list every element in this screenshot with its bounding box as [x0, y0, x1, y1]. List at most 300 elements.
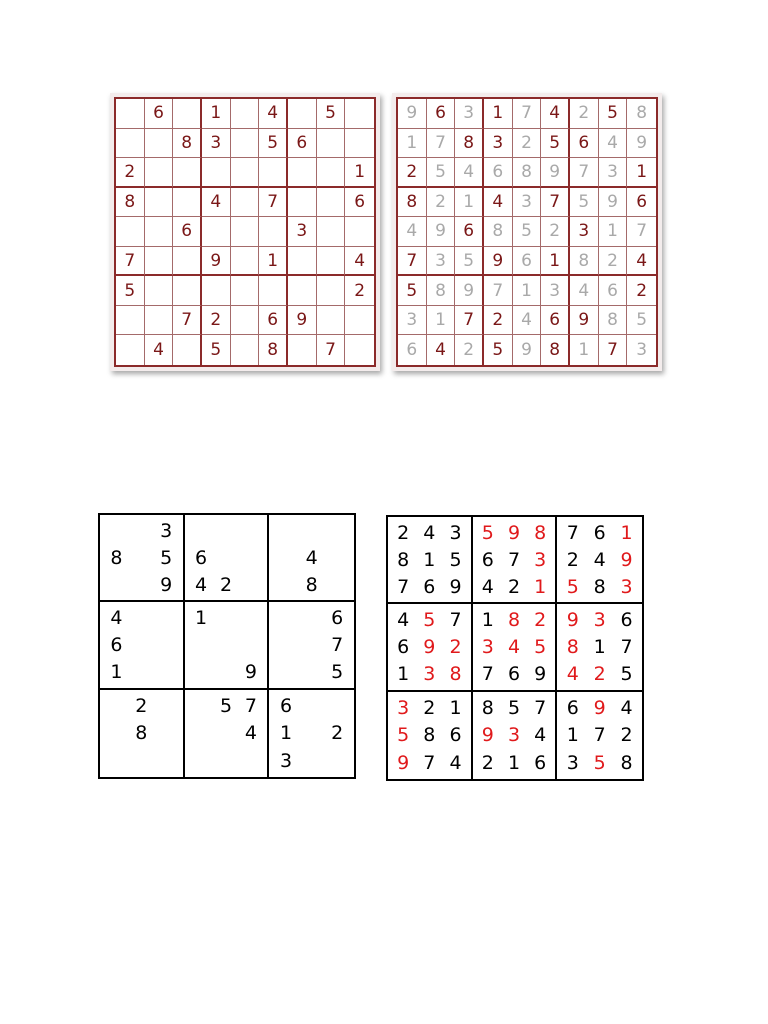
sudoku-cell	[299, 604, 325, 631]
sudoku-cell: 5	[317, 99, 346, 129]
sudoku-box	[269, 602, 354, 689]
sudoku-cell: 1	[427, 306, 456, 336]
sudoku-cell: 9	[534, 663, 547, 686]
sudoku-cell: 1	[566, 724, 579, 747]
sudoku-cell: 4	[398, 217, 427, 247]
sudoku-box	[557, 604, 642, 691]
sudoku-cell: 5	[160, 546, 173, 569]
sudoku-cell	[154, 659, 179, 686]
sudoku-cell	[231, 335, 260, 365]
sudoku-cell	[129, 659, 154, 686]
sudoku-cell: 1	[195, 606, 208, 629]
sudoku-box	[269, 690, 354, 777]
sudoku-cell	[238, 571, 263, 598]
sudoku-cell: 4	[202, 188, 231, 218]
sudoku-cell: 2	[455, 335, 484, 365]
sudoku-cell: 1	[423, 548, 436, 571]
sudoku-cell: 2	[513, 129, 542, 159]
sudoku-cell: 3	[513, 188, 542, 218]
sudoku-cell	[173, 99, 202, 129]
sudoku-cell	[145, 306, 174, 336]
sudoku-cell	[324, 747, 350, 775]
sudoku-cell	[129, 517, 154, 544]
bottom-left-sudoku-puzzle	[98, 513, 356, 779]
sudoku-cell: 4	[110, 606, 123, 629]
sudoku-cell: 2	[116, 158, 145, 188]
sudoku-cell: 7	[259, 188, 288, 218]
sudoku-cell: 7	[427, 129, 456, 159]
sudoku-cell: 9	[627, 129, 656, 159]
sudoku-cell: 1	[398, 129, 427, 159]
sudoku-cell	[202, 276, 231, 306]
sudoku-cell: 4	[427, 335, 456, 365]
sudoku-cell	[104, 747, 129, 775]
top-left-sudoku-puzzle	[114, 97, 376, 367]
sudoku-cell: 9	[507, 521, 521, 544]
sudoku-cell: 6	[173, 217, 202, 247]
sudoku-box	[269, 515, 354, 602]
sudoku-cell	[214, 659, 239, 686]
sudoku-cell: 8	[305, 573, 318, 596]
sudoku-cell: 2	[135, 694, 148, 717]
sudoku-cell: 7	[116, 247, 145, 277]
sudoku-cell: 8	[566, 635, 579, 658]
sudoku-cell: 5	[481, 521, 494, 544]
sudoku-cell	[104, 692, 129, 720]
sudoku-cell: 8	[620, 752, 633, 775]
sudoku-box	[388, 692, 473, 779]
sudoku-cell: 6	[423, 575, 436, 598]
sudoku-cell	[154, 747, 179, 775]
sudoku-cell: 8	[455, 129, 484, 159]
sudoku-cell: 4	[507, 635, 521, 658]
sudoku-cell: 2	[541, 217, 570, 247]
sudoku-cell: 3	[280, 750, 293, 773]
sudoku-cell: 4	[599, 129, 628, 159]
sudoku-cell: 1	[627, 158, 656, 188]
sudoku-cell: 1	[345, 158, 374, 188]
sudoku-cell	[189, 692, 214, 720]
sudoku-cell: 3	[423, 663, 436, 686]
sudoku-cell: 8	[507, 608, 521, 631]
sudoku-cell: 6	[110, 633, 123, 656]
sudoku-cell: 7	[317, 335, 346, 365]
sudoku-cell: 1	[449, 696, 462, 719]
sudoku-cell: 4	[566, 663, 579, 686]
sudoku-cell: 1	[397, 663, 410, 686]
sudoku-cell: 2	[202, 306, 231, 336]
sudoku-cell: 3	[449, 521, 462, 544]
sudoku-box	[100, 515, 185, 602]
sudoku-cell: 7	[423, 752, 436, 775]
sudoku-cell	[273, 631, 299, 658]
sudoku-cell: 2	[331, 722, 344, 745]
sudoku-cell: 9	[620, 548, 633, 571]
sudoku-cell: 4	[534, 724, 547, 747]
sudoku-cell	[238, 517, 263, 544]
sudoku-cell: 2	[570, 99, 599, 129]
sudoku-cell: 7	[455, 306, 484, 336]
sudoku-cell	[231, 217, 260, 247]
sudoku-cell	[129, 631, 154, 658]
sudoku-cell: 5	[570, 188, 599, 218]
sudoku-cell: 7	[599, 335, 628, 365]
sudoku-cell: 1	[620, 521, 633, 544]
sudoku-cell	[238, 604, 263, 631]
sudoku-cell	[317, 217, 346, 247]
sudoku-cell: 5	[620, 663, 633, 686]
sudoku-cell: 5	[507, 696, 521, 719]
sudoku-cell	[317, 306, 346, 336]
sudoku-cell: 3	[427, 247, 456, 277]
sudoku-box	[185, 690, 270, 777]
sudoku-cell	[238, 631, 263, 658]
sudoku-cell	[345, 99, 374, 129]
sudoku-box	[388, 517, 473, 604]
sudoku-cell	[202, 158, 231, 188]
sudoku-cell	[288, 276, 317, 306]
sudoku-cell	[324, 517, 350, 544]
sudoku-cell: 9	[484, 247, 513, 277]
sudoku-cell: 6	[570, 129, 599, 159]
sudoku-cell: 3	[507, 724, 521, 747]
sudoku-cell: 4	[423, 521, 436, 544]
sudoku-cell: 9	[513, 335, 542, 365]
sudoku-cell	[273, 659, 299, 686]
sudoku-cell: 9	[427, 217, 456, 247]
sudoku-cell	[345, 335, 374, 365]
sudoku-cell	[299, 747, 325, 775]
sudoku-cell	[173, 247, 202, 277]
sudoku-cell	[145, 276, 174, 306]
sudoku-cell: 9	[288, 306, 317, 336]
sudoku-cell: 7	[566, 521, 579, 544]
sudoku-box	[473, 692, 558, 779]
sudoku-cell: 7	[620, 635, 633, 658]
sudoku-cell	[317, 129, 346, 159]
sudoku-cell: 3	[398, 306, 427, 336]
sudoku-cell	[273, 517, 299, 544]
sudoku-cell: 4	[397, 608, 410, 631]
top-left-sudoku-frame	[110, 93, 380, 371]
sudoku-cell: 3	[481, 635, 494, 658]
sudoku-cell: 1	[259, 247, 288, 277]
sudoku-cell	[345, 129, 374, 159]
sudoku-cell: 6	[427, 99, 456, 129]
sudoku-cell: 2	[398, 158, 427, 188]
sudoku-cell: 5	[513, 217, 542, 247]
sudoku-cell: 9	[599, 188, 628, 218]
sudoku-cell: 7	[541, 188, 570, 218]
sudoku-cell: 8	[110, 546, 123, 569]
sudoku-cell	[324, 544, 350, 571]
sudoku-cell: 4	[481, 575, 494, 598]
sudoku-cell	[154, 631, 179, 658]
sudoku-cell	[299, 659, 325, 686]
sudoku-cell: 6	[145, 99, 174, 129]
sudoku-cell	[231, 129, 260, 159]
sudoku-cell: 6	[398, 335, 427, 365]
sudoku-cell	[231, 247, 260, 277]
sudoku-cell	[145, 188, 174, 218]
sudoku-cell	[104, 517, 129, 544]
sudoku-cell: 2	[566, 548, 579, 571]
sudoku-cell	[317, 158, 346, 188]
sudoku-cell	[288, 158, 317, 188]
sudoku-cell	[104, 719, 129, 747]
sudoku-cell	[145, 158, 174, 188]
sudoku-cell: 7	[244, 694, 257, 717]
sudoku-cell: 4	[513, 306, 542, 336]
sudoku-cell: 2	[534, 608, 547, 631]
sudoku-cell: 8	[449, 663, 462, 686]
sudoku-cell: 1	[534, 575, 547, 598]
sudoku-cell	[202, 217, 231, 247]
sudoku-cell	[129, 604, 154, 631]
sudoku-box	[557, 517, 642, 604]
sudoku-cell: 9	[481, 724, 494, 747]
sudoku-cell: 8	[484, 217, 513, 247]
sudoku-cell: 5	[541, 129, 570, 159]
sudoku-cell: 8	[513, 158, 542, 188]
sudoku-cell: 3	[541, 276, 570, 306]
sudoku-cell	[214, 544, 239, 571]
sudoku-cell: 6	[599, 276, 628, 306]
sudoku-cell	[288, 188, 317, 218]
sudoku-cell: 5	[259, 129, 288, 159]
sudoku-cell	[345, 306, 374, 336]
sudoku-box	[100, 690, 185, 777]
sudoku-cell: 4	[570, 276, 599, 306]
sudoku-box	[388, 604, 473, 691]
sudoku-cell: 6	[331, 606, 344, 629]
sudoku-cell: 1	[110, 661, 123, 684]
sudoku-cell: 2	[345, 276, 374, 306]
sudoku-cell: 6	[484, 158, 513, 188]
sudoku-cell	[116, 217, 145, 247]
sudoku-cell	[154, 692, 179, 720]
sudoku-cell: 1	[599, 217, 628, 247]
sudoku-cell: 7	[173, 306, 202, 336]
sudoku-box	[473, 604, 558, 691]
sudoku-cell: 3	[620, 575, 633, 598]
sudoku-cell	[273, 544, 299, 571]
sudoku-cell: 5	[202, 335, 231, 365]
sudoku-cell	[288, 335, 317, 365]
sudoku-cell: 7	[507, 548, 521, 571]
sudoku-box	[557, 692, 642, 779]
sudoku-cell: 1	[541, 247, 570, 277]
sudoku-cell: 4	[145, 335, 174, 365]
sudoku-cell: 2	[481, 752, 494, 775]
sudoku-cell: 5	[449, 548, 462, 571]
sudoku-cell: 9	[593, 696, 606, 719]
sudoku-box	[185, 515, 270, 602]
sudoku-cell	[345, 217, 374, 247]
sudoku-cell	[116, 306, 145, 336]
sudoku-cell: 2	[627, 276, 656, 306]
sudoku-cell: 6	[507, 663, 521, 686]
sudoku-cell	[189, 517, 214, 544]
sudoku-cell	[317, 276, 346, 306]
sudoku-cell: 4	[305, 546, 318, 569]
sudoku-cell: 9	[398, 99, 427, 129]
sudoku-cell: 2	[397, 521, 410, 544]
sudoku-cell	[231, 306, 260, 336]
sudoku-cell: 7	[534, 696, 547, 719]
sudoku-cell: 2	[507, 575, 521, 598]
sudoku-cell	[145, 247, 174, 277]
sudoku-cell: 6	[627, 188, 656, 218]
sudoku-cell: 6	[288, 129, 317, 159]
sudoku-cell: 4	[244, 722, 257, 745]
sudoku-cell: 7	[513, 99, 542, 129]
sudoku-cell	[231, 99, 260, 129]
sudoku-cell	[259, 217, 288, 247]
sudoku-cell: 2	[219, 573, 233, 596]
sudoku-cell: 5	[116, 276, 145, 306]
sudoku-cell: 5	[398, 276, 427, 306]
sudoku-cell: 1	[513, 276, 542, 306]
sudoku-cell	[317, 247, 346, 277]
sudoku-cell: 8	[135, 722, 148, 745]
sudoku-cell: 5	[455, 247, 484, 277]
sudoku-cell: 5	[484, 335, 513, 365]
sudoku-cell: 4	[593, 548, 606, 571]
sudoku-cell: 7	[593, 724, 606, 747]
sudoku-cell	[129, 571, 154, 598]
sudoku-cell: 6	[259, 306, 288, 336]
sudoku-cell: 5	[566, 575, 579, 598]
sudoku-cell	[238, 747, 263, 775]
sudoku-cell: 5	[219, 694, 233, 717]
sudoku-cell: 3	[570, 217, 599, 247]
sudoku-cell	[299, 517, 325, 544]
sudoku-cell	[145, 217, 174, 247]
sudoku-cell: 6	[481, 548, 494, 571]
sudoku-cell: 5	[534, 635, 547, 658]
sudoku-cell: 5	[627, 306, 656, 336]
sudoku-cell	[259, 276, 288, 306]
sudoku-cell: 5	[397, 724, 410, 747]
sudoku-cell: 6	[513, 247, 542, 277]
sudoku-cell: 3	[566, 752, 579, 775]
sudoku-cell: 6	[593, 521, 606, 544]
sudoku-cell: 1	[280, 722, 293, 745]
sudoku-cell: 6	[397, 635, 410, 658]
sudoku-cell: 6	[195, 546, 208, 569]
sudoku-box	[473, 517, 558, 604]
sudoku-cell: 8	[481, 696, 494, 719]
sudoku-cell: 6	[345, 188, 374, 218]
sudoku-cell	[129, 747, 154, 775]
sudoku-cell: 6	[534, 752, 547, 775]
sudoku-cell: 3	[484, 129, 513, 159]
sudoku-cell: 2	[593, 663, 606, 686]
sudoku-cell: 7	[481, 663, 494, 686]
sudoku-cell: 8	[534, 521, 547, 544]
sudoku-cell	[173, 276, 202, 306]
sudoku-cell: 9	[541, 158, 570, 188]
sudoku-cell: 7	[398, 247, 427, 277]
sudoku-cell	[273, 571, 299, 598]
sudoku-cell: 6	[541, 306, 570, 336]
sudoku-cell	[189, 747, 214, 775]
sudoku-cell	[214, 747, 239, 775]
sudoku-cell: 2	[484, 306, 513, 336]
sudoku-cell	[324, 692, 350, 720]
sudoku-cell: 1	[507, 752, 521, 775]
sudoku-cell	[324, 571, 350, 598]
top-right-sudoku-solution	[396, 97, 658, 367]
sudoku-cell: 3	[534, 548, 547, 571]
sudoku-cell	[189, 631, 214, 658]
sudoku-cell	[189, 659, 214, 686]
sudoku-cell: 7	[449, 608, 462, 631]
sudoku-cell: 7	[627, 217, 656, 247]
sudoku-cell	[259, 158, 288, 188]
sudoku-cell: 7	[397, 575, 410, 598]
sudoku-cell	[231, 158, 260, 188]
sudoku-cell: 4	[455, 158, 484, 188]
sudoku-cell: 5	[593, 752, 606, 775]
sudoku-cell: 1	[455, 188, 484, 218]
sudoku-cell: 8	[599, 306, 628, 336]
sudoku-box	[185, 602, 270, 689]
sudoku-cell: 2	[449, 635, 462, 658]
sudoku-cell: 5	[331, 661, 344, 684]
sudoku-cell	[299, 631, 325, 658]
sudoku-cell: 8	[173, 129, 202, 159]
sudoku-cell: 7	[484, 276, 513, 306]
sudoku-cell: 9	[397, 752, 410, 775]
sudoku-cell: 6	[449, 724, 462, 747]
sudoku-cell: 1	[593, 635, 606, 658]
sudoku-cell: 9	[202, 247, 231, 277]
sudoku-cell: 4	[345, 247, 374, 277]
sudoku-cell: 8	[541, 335, 570, 365]
sudoku-cell: 1	[570, 335, 599, 365]
sudoku-cell: 8	[570, 247, 599, 277]
sudoku-cell	[231, 276, 260, 306]
sudoku-cell: 4	[259, 99, 288, 129]
sudoku-cell	[173, 188, 202, 218]
sudoku-cell	[173, 335, 202, 365]
sudoku-cell: 3	[636, 340, 648, 361]
sudoku-cell: 4	[484, 188, 513, 218]
sudoku-cell	[154, 719, 179, 747]
sudoku-cell: 8	[398, 188, 427, 218]
sudoku-cell: 5	[427, 158, 456, 188]
sudoku-cell: 3	[397, 696, 410, 719]
sudoku-cell	[214, 631, 239, 658]
sudoku-cell: 6	[566, 696, 579, 719]
sudoku-cell: 8	[593, 575, 606, 598]
sudoku-cell	[273, 604, 299, 631]
sudoku-cell	[214, 719, 239, 747]
sudoku-cell: 8	[427, 276, 456, 306]
sudoku-cell: 1	[202, 99, 231, 129]
sudoku-cell	[173, 158, 202, 188]
sudoku-cell: 4	[449, 752, 462, 775]
sudoku-cell: 8	[423, 724, 436, 747]
sudoku-cell: 4	[541, 99, 570, 129]
sudoku-cell: 6	[455, 217, 484, 247]
sudoku-cell	[116, 99, 145, 129]
top-right-sudoku-frame	[392, 93, 662, 371]
sudoku-cell: 2	[427, 188, 456, 218]
sudoku-cell: 3	[288, 217, 317, 247]
